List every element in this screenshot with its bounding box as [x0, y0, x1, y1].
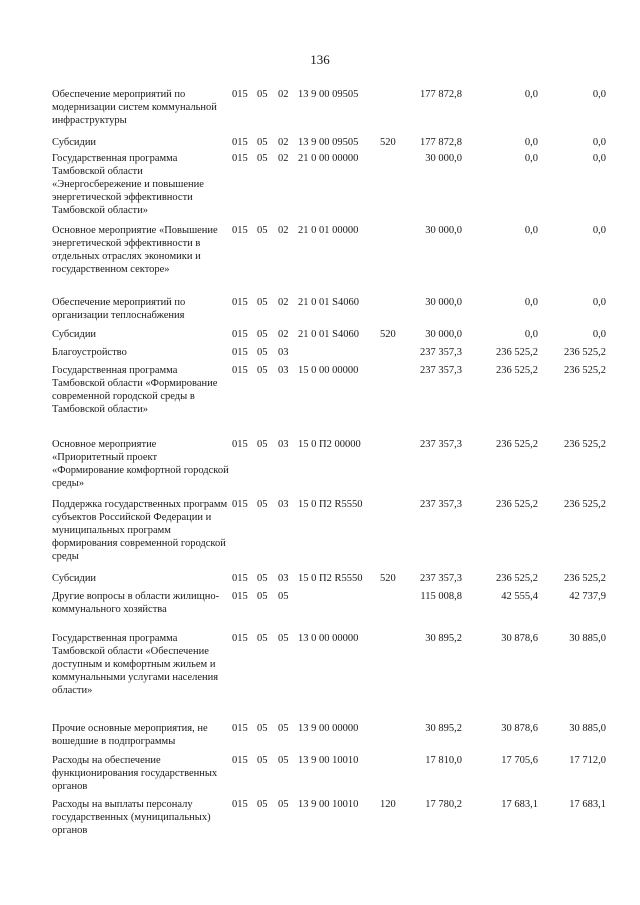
- cell-y2: 0,0: [524, 225, 538, 236]
- cell-subsection: 02: [278, 153, 289, 164]
- table-row: [52, 632, 612, 718]
- cell-y1: 177 872,8: [420, 89, 462, 100]
- cell-y2: 42 555,4: [501, 591, 538, 602]
- cell-section: 05: [257, 723, 268, 734]
- cell-y1: 237 357,3: [420, 499, 462, 510]
- cell-y2: 0,0: [524, 137, 538, 148]
- cell-y3: 0,0: [592, 153, 606, 164]
- cell-subsection: 05: [278, 799, 289, 810]
- cell-y3: 0,0: [592, 137, 606, 148]
- cell-y1: 30 000,0: [425, 329, 462, 340]
- cell-ministry: 015: [232, 573, 248, 584]
- cell-y3: 236 525,2: [564, 347, 606, 358]
- cell-target: 13 9 00 10010: [298, 755, 359, 766]
- table-row: [52, 590, 612, 626]
- cell-y2: 236 525,2: [496, 573, 538, 584]
- cell-y1: 30 895,2: [425, 633, 462, 644]
- cell-ministry: 015: [232, 799, 248, 810]
- table-row: [52, 88, 612, 132]
- cell-section: 05: [257, 439, 268, 450]
- cell-section: 05: [257, 137, 268, 148]
- table-row: [52, 296, 612, 326]
- cell-y2: 236 525,2: [496, 347, 538, 358]
- cell-y2: 0,0: [524, 153, 538, 164]
- cell-type: 120: [380, 799, 396, 810]
- cell-y3: 0,0: [592, 297, 606, 308]
- cell-name: Расходы на выплаты персоналу государственных (муниципальных) органов: [52, 799, 211, 836]
- cell-subsection: 03: [278, 365, 289, 376]
- table-row: [52, 572, 612, 588]
- cell-name: Государственная программа Тамбовской области «Обеспечение доступным и комфортным жильем и коммунальными услугами населения области»: [52, 633, 219, 696]
- cell-y2: 30 878,6: [501, 633, 538, 644]
- cell-y1: 17 780,2: [425, 799, 462, 810]
- cell-subsection: 02: [278, 297, 289, 308]
- cell-y2: 0,0: [524, 329, 538, 340]
- cell-name: Обеспечение мероприятий по организации теплоснабжения: [52, 297, 186, 321]
- table-row: [52, 754, 612, 796]
- cell-section: 05: [257, 329, 268, 340]
- cell-y1: 30 895,2: [425, 723, 462, 734]
- cell-y3: 236 525,2: [564, 573, 606, 584]
- cell-subsection: 02: [278, 137, 289, 148]
- cell-y2: 236 525,2: [496, 499, 538, 510]
- cell-type: 520: [380, 573, 396, 584]
- cell-subsection: 05: [278, 633, 289, 644]
- cell-name: Государственная программа Тамбовской области «Формирование современной городской среды в Тамбовской области»: [52, 365, 218, 415]
- cell-section: 05: [257, 225, 268, 236]
- cell-subsection: 03: [278, 573, 289, 584]
- cell-section: 05: [257, 633, 268, 644]
- cell-y3: 42 737,9: [569, 591, 606, 602]
- cell-y3: 236 525,2: [564, 365, 606, 376]
- table-row: [52, 498, 612, 570]
- cell-ministry: 015: [232, 439, 248, 450]
- cell-name: Основное мероприятие «Приоритетный проект «Формирование комфортной городской среды»: [52, 439, 229, 489]
- cell-type: 520: [380, 329, 396, 340]
- cell-subsection: 03: [278, 347, 289, 358]
- cell-subsection: 02: [278, 89, 289, 100]
- cell-section: 05: [257, 153, 268, 164]
- table-row: [52, 346, 612, 362]
- cell-y3: 17 683,1: [569, 799, 606, 810]
- cell-section: 05: [257, 799, 268, 810]
- cell-subsection: 03: [278, 439, 289, 450]
- cell-subsection: 03: [278, 499, 289, 510]
- cell-target: 15 0 П2 R5550: [298, 573, 363, 584]
- cell-target: 21 0 01 S4060: [298, 297, 359, 308]
- cell-ministry: 015: [232, 755, 248, 766]
- cell-ministry: 015: [232, 225, 248, 236]
- table-row: [52, 438, 612, 496]
- cell-target: 15 0 00 00000: [298, 365, 359, 376]
- cell-y3: 0,0: [592, 89, 606, 100]
- cell-target: 15 0 П2 R5550: [298, 499, 363, 510]
- cell-subsection: 05: [278, 755, 289, 766]
- cell-ministry: 015: [232, 499, 248, 510]
- cell-y1: 237 357,3: [420, 365, 462, 376]
- cell-subsection: 05: [278, 591, 289, 602]
- cell-y3: 236 525,2: [564, 499, 606, 510]
- cell-section: 05: [257, 365, 268, 376]
- cell-section: 05: [257, 755, 268, 766]
- cell-section: 05: [257, 573, 268, 584]
- cell-name: Субсидии: [52, 573, 97, 584]
- table-row: [52, 328, 612, 344]
- cell-y3: 17 712,0: [569, 755, 606, 766]
- cell-target: 13 9 00 00000: [298, 723, 359, 734]
- cell-ministry: 015: [232, 365, 248, 376]
- cell-type: 520: [380, 137, 396, 148]
- cell-target: 21 0 01 S4060: [298, 329, 359, 340]
- cell-y1: 237 357,3: [420, 347, 462, 358]
- cell-name: Субсидии: [52, 329, 97, 340]
- cell-y3: 30 885,0: [569, 633, 606, 644]
- cell-y1: 30 000,0: [425, 225, 462, 236]
- cell-y2: 17 705,6: [501, 755, 538, 766]
- cell-section: 05: [257, 89, 268, 100]
- cell-y1: 237 357,3: [420, 439, 462, 450]
- cell-subsection: 02: [278, 329, 289, 340]
- cell-ministry: 015: [232, 723, 248, 734]
- cell-name: Благоустройство: [52, 347, 127, 358]
- cell-name: Расходы на обеспечение функционирования государственных органов: [52, 755, 218, 792]
- cell-target: 21 0 00 00000: [298, 153, 359, 164]
- cell-target: 13 9 00 09505: [298, 137, 359, 148]
- cell-section: 05: [257, 499, 268, 510]
- cell-y2: 0,0: [524, 89, 538, 100]
- cell-ministry: 015: [232, 153, 248, 164]
- cell-y1: 30 000,0: [425, 297, 462, 308]
- cell-y2: 236 525,2: [496, 439, 538, 450]
- cell-target: 21 0 01 00000: [298, 225, 359, 236]
- cell-name: Основное мероприятие «Повышение энергетической эффективности в отдельных отраслях экономики и государственном секторе»: [52, 225, 218, 275]
- cell-y1: 115 008,8: [420, 591, 462, 602]
- table-row: [52, 136, 612, 152]
- cell-ministry: 015: [232, 329, 248, 340]
- cell-section: 05: [257, 297, 268, 308]
- cell-name: Субсидии: [52, 137, 97, 148]
- cell-target: 13 9 00 10010: [298, 799, 359, 810]
- cell-y2: 0,0: [524, 297, 538, 308]
- table-row: [52, 152, 612, 224]
- cell-y2: 30 878,6: [501, 723, 538, 734]
- cell-y3: 0,0: [592, 329, 606, 340]
- cell-target: 13 0 00 00000: [298, 633, 359, 644]
- table-row: [52, 722, 612, 752]
- cell-name: Поддержка государственных программ субъектов Российской Федерации и муниципальных программ формирования современной городской среды: [52, 499, 228, 562]
- cell-subsection: 05: [278, 723, 289, 734]
- cell-y2: 236 525,2: [496, 365, 538, 376]
- cell-y1: 177 872,8: [420, 137, 462, 148]
- cell-ministry: 015: [232, 297, 248, 308]
- cell-name: Прочие основные мероприятия, не вошедшие в подпрограммы: [52, 723, 208, 747]
- cell-y3: 30 885,0: [569, 723, 606, 734]
- cell-name: Государственная программа Тамбовской области «Энергосбережение и повышение энергетической эффективности Тамбовской области»: [52, 153, 204, 216]
- cell-target: 13 9 00 09505: [298, 89, 359, 100]
- cell-section: 05: [257, 591, 268, 602]
- cell-ministry: 015: [232, 591, 248, 602]
- table-row: [52, 224, 612, 294]
- table-row: [52, 798, 612, 842]
- cell-y1: 30 000,0: [425, 153, 462, 164]
- cell-y3: 0,0: [592, 225, 606, 236]
- page-number: 136: [310, 52, 330, 67]
- table-row: [52, 364, 612, 436]
- cell-subsection: 02: [278, 225, 289, 236]
- cell-y2: 17 683,1: [501, 799, 538, 810]
- cell-target: 15 0 П2 00000: [298, 439, 361, 450]
- cell-section: 05: [257, 347, 268, 358]
- cell-ministry: 015: [232, 347, 248, 358]
- cell-y1: 237 357,3: [420, 573, 462, 584]
- cell-ministry: 015: [232, 137, 248, 148]
- cell-y1: 17 810,0: [425, 755, 462, 766]
- cell-ministry: 015: [232, 633, 248, 644]
- cell-name: Обеспечение мероприятий по модернизации систем коммунальной инфраструктуры: [52, 89, 217, 126]
- cell-name: Другие вопросы в области жилищно-коммунального хозяйства: [52, 591, 220, 615]
- cell-ministry: 015: [232, 89, 248, 100]
- cell-y3: 236 525,2: [564, 439, 606, 450]
